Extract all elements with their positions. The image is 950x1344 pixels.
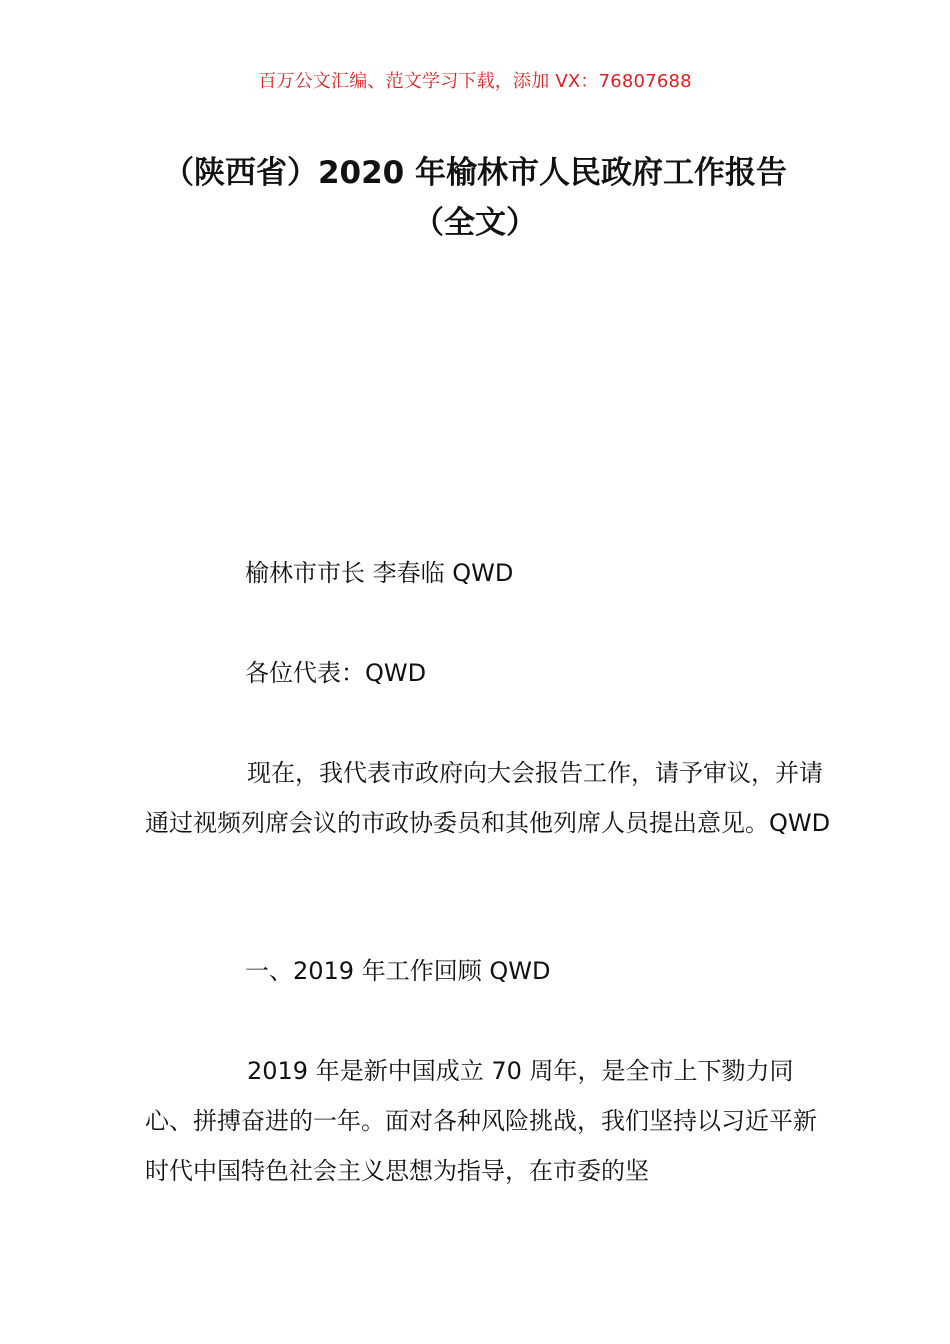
paragraph-intro-text: 现在，我代表市政府向大会报告工作，请予审议，并请通过视频列席会议的市政协委员和其他列席人员提出意见。QWD <box>145 759 831 837</box>
author-line: 榆林市市长 李春临 QWD <box>245 559 514 587</box>
document-title: （陕西省）2020 年榆林市人民政府工作报告（全文） <box>162 155 788 241</box>
section-heading-review: 一、2019 年工作回顾 QWD <box>245 957 551 985</box>
paragraph-review <box>145 1046 835 1196</box>
header-watermark-note: 百万公文汇编、范文学习下载，添加 VX：76807688 <box>258 71 692 92</box>
paragraph-review-text: 2019 年是新中国成立 70 周年，是全市上下勠力同心、拼搏奋进的一年。面对各种风险挑战，我们坚持以习近平新时代中国特色社会主义思想为指导，在市委的坚 <box>145 1057 817 1185</box>
paragraph-intro <box>145 748 835 848</box>
salutation: 各位代表：QWD <box>245 659 427 687</box>
